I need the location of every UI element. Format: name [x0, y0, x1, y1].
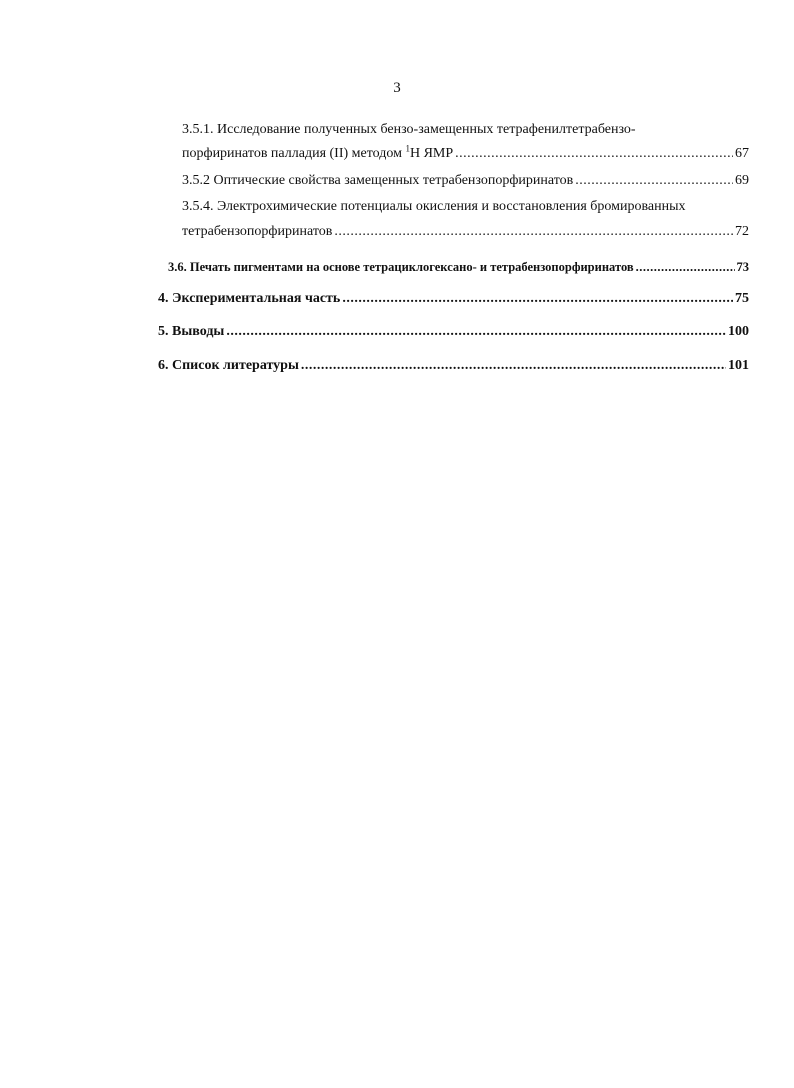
- toc-entry-title: 6. Список литературы: [158, 358, 299, 373]
- toc-entry-title: 3.6. Печать пигментами на основе тетрациклогексано- и тетрабензопорфиринатов: [168, 260, 634, 274]
- toc-entry-title: тетрабензопорфиринатов: [182, 224, 333, 239]
- toc-entry-4[interactable]: [158, 290, 749, 308]
- toc-entry-3-5-2[interactable]: [182, 172, 749, 190]
- toc-entry-title-suffix: Н ЯМР: [409, 146, 454, 161]
- toc-entry-page: 67: [735, 146, 749, 161]
- toc-leader-dots: [301, 357, 726, 375]
- toc-entry-page: 73: [736, 260, 749, 274]
- toc-entry-3-5-4[interactable]: [182, 223, 749, 241]
- toc-entry-3-5-4-line1: 3.5.4. Электрохимические потенциалы окисления и восстановления бромированных: [182, 199, 686, 214]
- toc-entry-6[interactable]: [158, 357, 749, 375]
- toc-leader-dots: [575, 172, 733, 190]
- toc-leader-dots: [455, 145, 733, 163]
- toc-entry-3-6[interactable]: [168, 258, 749, 276]
- toc-entry-title: 3.5.2 Оптические свойства замещенных тетрабензопорфиринатов: [182, 173, 574, 188]
- toc-entry-3-5-1-line1: 3.5.1. Исследование полученных бензо-замещенных тетрафенилтетрабензо-: [182, 122, 636, 137]
- page-number: 3: [393, 80, 401, 96]
- toc-entry-title: [182, 145, 453, 163]
- toc-entry-title: 4. Экспериментальная часть: [158, 291, 341, 306]
- toc-entry-5[interactable]: [158, 323, 749, 341]
- toc-entry-page: 75: [735, 291, 749, 306]
- toc-entry-title: 5. Выводы: [158, 324, 225, 339]
- toc-entry-title-prefix: порфиринатов палладия (II) методом: [182, 146, 406, 161]
- toc-leader-dots: [334, 223, 733, 241]
- toc-entry-title-superscript: 1: [405, 143, 410, 154]
- toc-entry-3-5-1[interactable]: [182, 145, 749, 163]
- toc-entry-page: 72: [735, 224, 749, 239]
- toc-leader-dots: [636, 258, 735, 276]
- toc-entry-page: 100: [728, 324, 749, 339]
- toc-leader-dots: [226, 323, 726, 341]
- toc-entry-page: 69: [735, 173, 749, 188]
- toc-entry-page: 101: [728, 358, 749, 373]
- toc-leader-dots: [342, 290, 733, 308]
